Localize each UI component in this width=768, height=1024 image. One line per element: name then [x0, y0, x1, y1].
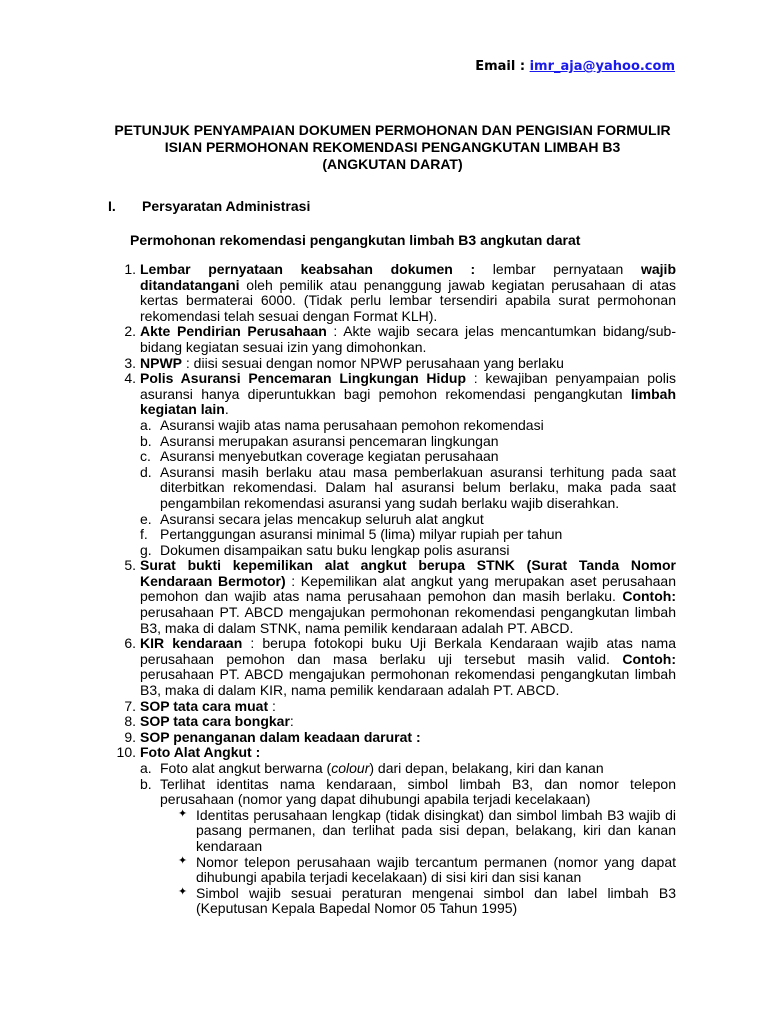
- item-number: 4.: [124, 370, 136, 387]
- item-number: 1.: [124, 261, 136, 277]
- sub-item: f. Pertanggungan asuransi minimal 5 (lima) milyar rupiah per tahun: [140, 526, 563, 543]
- bullet-icon: ✦: [178, 885, 188, 898]
- item-number: 8.: [124, 713, 136, 730]
- requirements-list: [110, 262, 676, 917]
- sub-item: b. Terlihat identitas nama kendaraan, simbol limbah B3, dan nomor telepon perusahaan (nomor yang dapat dihubungi apabila terjadi kecelakaan) ✦ Identitas perusahaan lengkap (tidak disingkat) dan simbol limbah B3 wajib di pasang permanen, dan terlihat pada sisi depan, belakang, kiri dan kanan kendaraan ✦ Nomor telepon perusahaan wajib tercantum permanen (nomor yang dapat dihubungi apabila terjadi kecelakaan) di sisi kiri dan sisi kanan ✦ Simbol wajib sesuai peraturan mengenai simbol dan label limbah B3 (Keputusan Kepala Bapedal Nomor 05 Tahun 1995): [140, 775, 676, 917]
- item-text: : Akte wajib secara jelas mencantumkan bidang/sub-bidang kegiatan sesuai izin yang dimohonkan.: [140, 323, 676, 355]
- list-item: [110, 558, 676, 636]
- sub-item: b. Asuransi merupakan asuransi pencemaran lingkungan: [140, 432, 499, 449]
- item-title: KIR kendaraan: [140, 635, 243, 652]
- item-text: .: [224, 401, 229, 418]
- bullet-item: ✦ Simbol wajib sesuai peraturan mengenai simbol dan label limbah B3 (Keputusan Kepala Bapedal Nomor 05 Tahun 1995): [178, 884, 676, 917]
- sub-item: d. Asuransi masih berlaku atau masa pemberlakuan asuransi terhitung pada saat diterbitkan rekomendasi. Dalam hal asuransi belum berlaku, maka pada saat pengambilan rekomendasi asuransi yang sudah berlaku wajib diserahkan.: [140, 463, 676, 511]
- list-item: [110, 730, 676, 746]
- sub-item: a. Foto alat angkut berwarna (colour) dari depan, belakang, kiri dan kanan: [140, 760, 604, 776]
- item-emphasis: Contoh:: [622, 650, 676, 667]
- item-text: : berupa fotokopi buku Uji Berkala Kendaraan wajib atas nama perusahaan pemohon dan masa berlaku uji tersebut masih valid.: [140, 635, 676, 667]
- list-item: [110, 699, 676, 715]
- item-text: lembar pernyataan: [475, 261, 641, 277]
- sub-item: g. Dokumen disampaikan satu buku lengkap polis asuransi: [140, 541, 510, 558]
- list-item: [110, 714, 676, 730]
- item-number: 7.: [124, 697, 136, 714]
- title-line-2: ISIAN PERMOHONAN REKOMENDASI PENGANGKUTAN LIMBAH B3: [164, 139, 621, 155]
- bullet-icon: ✦: [178, 807, 188, 820]
- item-title: Foto Alat Angkut :: [140, 744, 261, 761]
- item-text: :: [268, 697, 276, 714]
- bullet-item: ✦ Identitas perusahaan lengkap (tidak disingkat) dan simbol limbah B3 wajib di pasang permanen, dan terlihat pada sisi depan, belakang, kiri dan kanan kendaraan: [178, 806, 676, 854]
- item-text: : kewajiban penyampaian polis asuransi hanya diperuntukkan bagi pemohon rekomendasi pengangkutan: [140, 370, 676, 402]
- list-item: [110, 356, 676, 372]
- section-number: I.: [108, 198, 116, 214]
- sub-item: e. Asuransi secara jelas mencakup seluruh alat angkut: [140, 510, 484, 527]
- title-line-3: (ANGKUTAN DARAT): [322, 156, 463, 172]
- item-text: perusahaan PT. ABCD mengajukan permohonan rekomendasi pengangkutan limbah B3, maka di dalam KIR, nama pemilik kendaraan adalah PT. ABCD.: [140, 666, 676, 699]
- bullet-item: ✦ Nomor telepon perusahaan wajib tercantum permanen (nomor yang dapat dihubungi apabila terjadi kecelakaan) di sisi kiri dan sisi kanan: [178, 853, 676, 886]
- email-link[interactable]: imr_aja@yahoo.com: [529, 59, 675, 74]
- list-item: [110, 636, 676, 698]
- sub-list: [140, 761, 676, 917]
- item-number: 9.: [124, 728, 136, 745]
- item-number: 2.: [124, 323, 136, 340]
- email-line: [0, 59, 675, 74]
- sub-item: a. Asuransi wajib atas nama perusahaan pemohon rekomendasi: [140, 416, 544, 433]
- item-title: SOP tata cara muat: [140, 697, 269, 714]
- sub-list: [140, 418, 676, 558]
- item-title: Polis Asuransi Pencemaran Lingkungan Hidup: [140, 370, 467, 387]
- item-title: Surat bukti kepemilikan alat angkut berupa STNK (Surat Tanda Nomor Kendaraan Bermotor): [140, 557, 676, 589]
- item-emphasis: limbah kegiatan lain: [140, 385, 676, 418]
- document-title: [100, 122, 685, 173]
- section-title: Persyaratan Administrasi: [142, 198, 311, 214]
- item-text: perusahaan PT. ABCD mengajukan permohonan rekomendasi pengangkutan limbah B3, maka di dalam STNK, nama pemilik kendaraan adalah PT. ABCD.: [140, 604, 676, 636]
- email-label: Email :: [475, 59, 530, 74]
- list-item: [110, 745, 676, 917]
- list-item: [110, 262, 676, 324]
- item-number: 10.: [116, 744, 136, 761]
- title-line-1: PETUNJUK PENYAMPAIAN DOKUMEN PERMOHONAN DAN PENGISIAN FORMULIR: [114, 122, 671, 138]
- item-title: Akte Pendirian Perusahaan: [140, 323, 327, 340]
- item-title: SOP penanganan dalam keadaan darurat :: [140, 728, 421, 745]
- item-text: : diisi sesuai dengan nomor NPWP perusahaan yang berlaku: [182, 354, 564, 371]
- item-title: Lembar pernyataan keabsahan dokumen :: [140, 261, 476, 277]
- sub-item: c. Asuransi menyebutkan coverage kegiatan perusahaan: [140, 448, 499, 465]
- item-text: :: [289, 713, 294, 730]
- list-item: [110, 371, 676, 558]
- bullet-icon: ✦: [178, 854, 188, 867]
- item-number: 3.: [124, 354, 136, 371]
- section-heading: [108, 198, 310, 214]
- subheading: Permohonan rekomendasi pengangkutan limbah B3 angkutan darat: [130, 232, 581, 248]
- item-emphasis: Contoh:: [622, 588, 676, 605]
- item-text: oleh pemilik atau penanggung jawab kegiatan perusahaan di atas kertas bermaterai 6000. (Tidak perlu lembar tersendiri apabila surat permohonan rekomendasi telah sesuai dengan Format KLH).: [140, 276, 676, 324]
- item-title: SOP tata cara bongkar: [140, 713, 290, 730]
- item-title: NPWP: [140, 354, 182, 371]
- list-item: [110, 324, 676, 355]
- item-text: : Kepemilikan alat angkut yang merupakan aset perusahaan pemohon dan wajib atas nama perusahaan pemohon dan masih berlaku.: [140, 572, 677, 605]
- item-emphasis: wajib ditandatangani: [140, 261, 676, 293]
- item-number: 5.: [124, 557, 136, 574]
- item-number: 6.: [124, 635, 136, 652]
